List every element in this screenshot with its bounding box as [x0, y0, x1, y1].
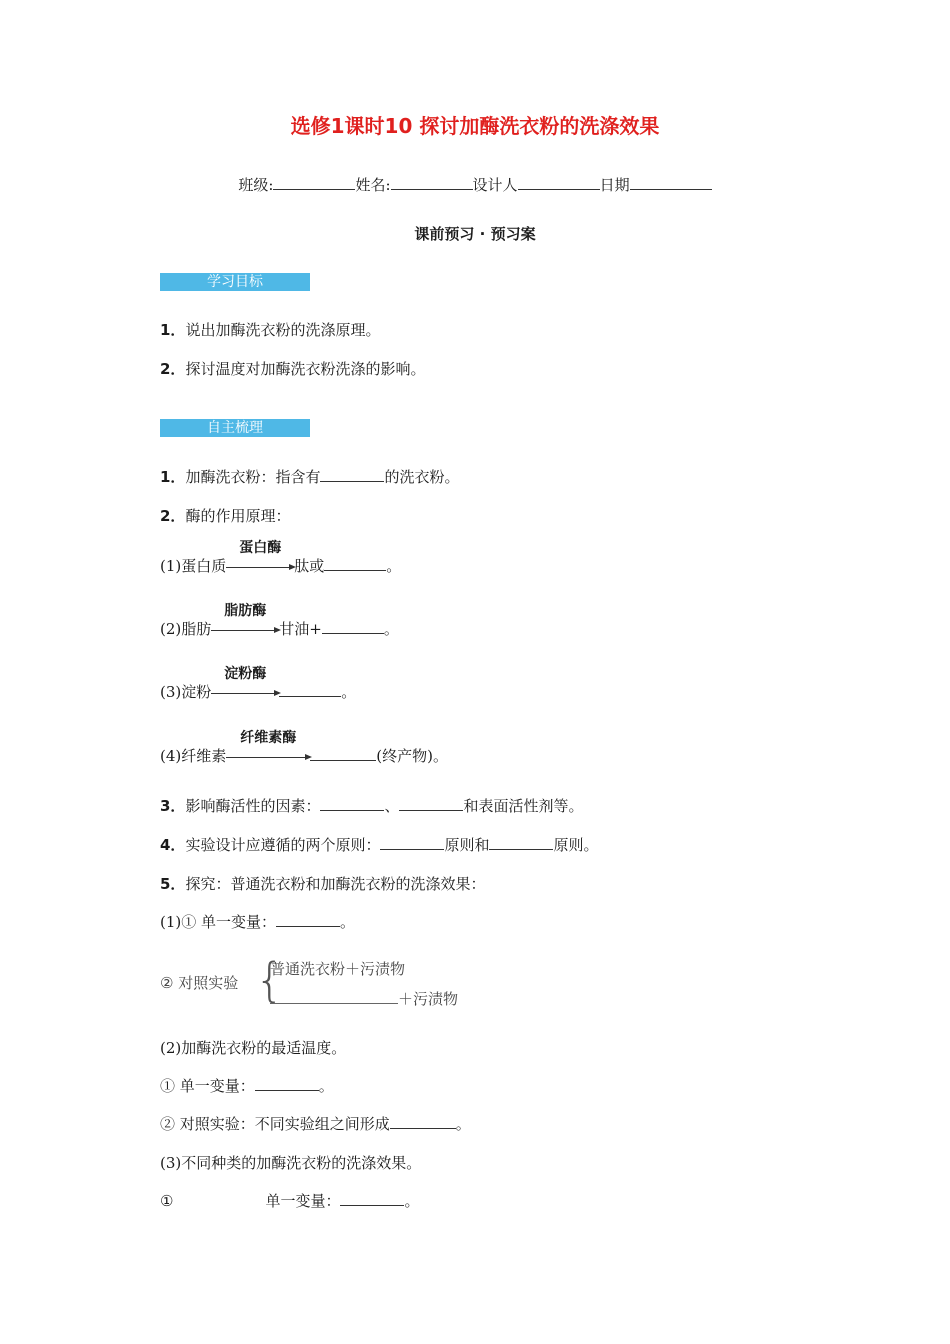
class-field[interactable]	[273, 175, 355, 190]
question-3: 3．影响酶活性的因素： 、 和表面活性剂等。	[160, 797, 584, 815]
reaction-arrow: 蛋白酶	[226, 557, 294, 575]
answer-blank[interactable]	[276, 912, 340, 927]
name-label: 姓名:	[355, 176, 391, 194]
answer-blank[interactable]	[279, 682, 341, 697]
reaction-arrow: 脂肪酶	[211, 620, 279, 638]
reaction-protein: (1)蛋白质 蛋白酶 肽或 。	[160, 540, 402, 575]
part-2-variable: ① 单一变量： 。	[160, 1077, 334, 1095]
designer-field[interactable]	[518, 175, 600, 190]
control-row-2: ＋污渍物	[270, 988, 458, 1009]
date-field[interactable]	[630, 175, 712, 190]
answer-blank[interactable]	[322, 619, 384, 634]
section-title: 课前预习 · 预习案	[414, 225, 536, 243]
reaction-cellulose: (4)纤维素 纤维素酶 (终产物)。	[160, 730, 448, 765]
brace-icon: {	[255, 953, 285, 1007]
part-2-control: ② 对照实验：不同实验组之间形成 。	[160, 1115, 471, 1133]
question-4: 4．实验设计应遵循的两个原则： 原则和 原则。	[160, 836, 599, 854]
reaction-fat: (2)脂肪 脂肪酶 甘油+ 。	[160, 603, 399, 638]
student-info-line	[0, 174, 950, 195]
answer-blank[interactable]	[489, 835, 553, 850]
answer-blank[interactable]	[310, 746, 376, 761]
answer-blank[interactable]	[390, 1114, 456, 1129]
control-experiment-diagram	[160, 955, 490, 1011]
answer-blank[interactable]	[380, 835, 444, 850]
answer-blank[interactable]	[324, 556, 386, 571]
answer-blank[interactable]	[340, 1191, 404, 1206]
question-5: 5．探究：普通洗衣粉和加酶洗衣粉的洗涤效果：	[160, 875, 486, 893]
answer-blank[interactable]	[399, 796, 463, 811]
objective-item: 2．探讨温度对加酶洗衣粉洗涤的影响。	[160, 360, 426, 378]
objectives-header: 学习目标	[160, 273, 310, 291]
reaction-arrow: 淀粉酶	[211, 683, 279, 701]
name-field[interactable]	[391, 175, 473, 190]
answer-blank[interactable]	[320, 467, 384, 482]
review-header: 自主梳理	[160, 419, 310, 437]
reaction-starch: (3)淀粉 淀粉酶 。	[160, 666, 357, 701]
question-1: 1．加酶洗衣粉：指含有 的洗衣粉。	[160, 468, 460, 486]
objective-item: 1．说出加酶洗衣粉的洗涤原理。	[160, 321, 381, 339]
part-2-title: (2)加酶洗衣粉的最适温度。	[160, 1039, 347, 1057]
part-3-variable: ① 单一变量： 。	[160, 1192, 420, 1210]
reaction-arrow: 纤维素酶	[226, 747, 310, 765]
class-label: 班级:	[238, 176, 274, 194]
date-label: 日期	[599, 176, 630, 194]
answer-blank[interactable]	[320, 796, 384, 811]
answer-blank[interactable]	[255, 1076, 319, 1091]
control-row-1: 普通洗衣粉＋污渍物	[270, 960, 406, 978]
designer-label: 设计人	[472, 176, 518, 194]
control-experiment-label: ② 对照实验	[160, 974, 239, 992]
answer-blank[interactable]	[270, 989, 398, 1004]
part-1-variable: (1)① 单一变量： 。	[160, 913, 356, 931]
page-title: 选修1课时10 探讨加酶洗衣粉的洗涤效果	[290, 114, 660, 138]
part-3-title: (3)不同种类的加酶洗衣粉的洗涤效果。	[160, 1154, 422, 1172]
question-2: 2．酶的作用原理：	[160, 507, 291, 525]
